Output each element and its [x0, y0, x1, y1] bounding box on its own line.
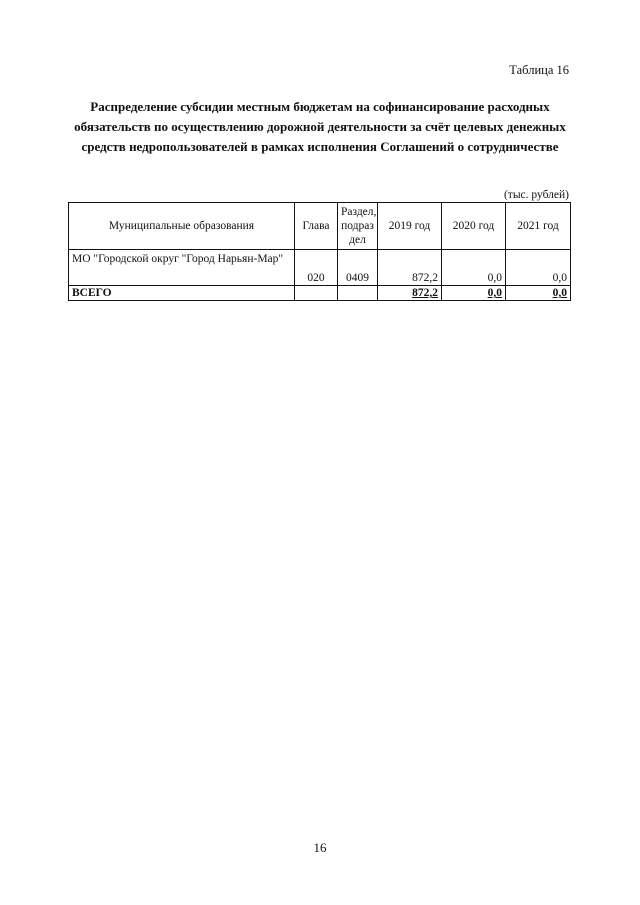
table-row	[69, 250, 571, 286]
cell-section: 0409	[338, 250, 378, 286]
cell-2021: 0,0	[506, 250, 571, 286]
cell-2020: 0,0	[442, 250, 506, 286]
cell-2019: 872,2	[378, 250, 442, 286]
total-2020: 0,0	[442, 286, 506, 301]
cell-municipality: МО "Городской округ "Город Нарьян-Мар"	[69, 250, 295, 286]
total-chapter-empty	[295, 286, 338, 301]
total-2019: 872,2	[378, 286, 442, 301]
units-note: (тыс. рублей)	[503, 189, 569, 201]
total-row	[69, 286, 571, 301]
header-2020: 2020 год	[442, 203, 506, 250]
header-section: Раздел, подраз дел	[338, 203, 378, 250]
total-2021: 0,0	[506, 286, 571, 301]
header-chapter: Глава	[295, 203, 338, 250]
table-header-row	[69, 203, 571, 250]
header-2021: 2021 год	[506, 203, 571, 250]
subsidy-table	[68, 202, 571, 301]
table-number: Таблица 16	[509, 63, 569, 77]
document-title: Распределение субсидии местным бюджетам на софинансирование расходных обязательств по осуществлению дорожной деятельности за счёт целевых денежных средств недропользователей в рамках исполнения Соглашений о сотрудничестве	[74, 99, 566, 154]
header-municipality: Муниципальные образования	[69, 203, 295, 250]
total-section-empty	[338, 286, 378, 301]
total-label: ВСЕГО	[69, 286, 295, 301]
header-2019: 2019 год	[378, 203, 442, 250]
page-number: 16	[313, 840, 327, 855]
cell-chapter: 020	[295, 250, 338, 286]
